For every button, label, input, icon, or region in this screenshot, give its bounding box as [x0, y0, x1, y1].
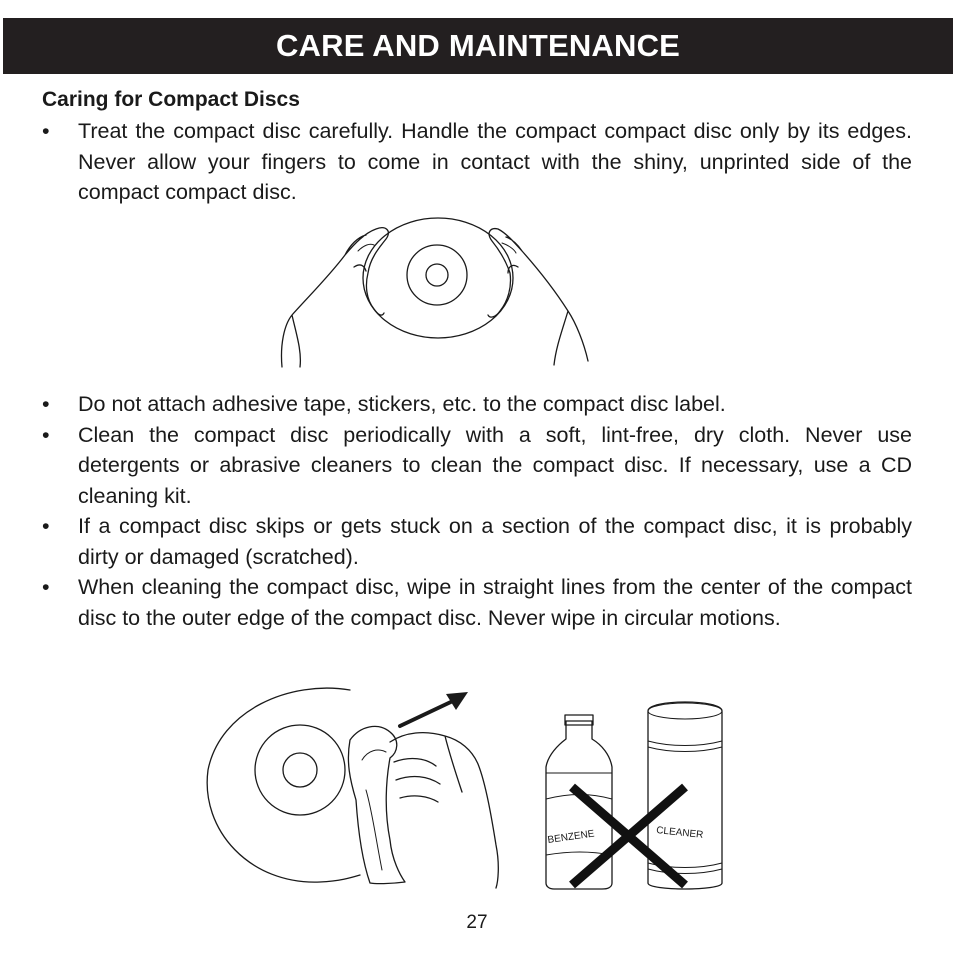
right-hand: [488, 229, 588, 365]
disc-label-ring: [255, 725, 345, 815]
cleaner-label: CLEANER: [655, 825, 704, 841]
list-item-text: When cleaning the compact disc, wipe in straight lines from the center of the compact disc to the outer edge of the compact disc. Never wipe in circular motions.: [78, 575, 912, 630]
list-item-text: If a compact disc skips or gets stuck on a section of the compact disc, it is probably dirty or damaged (scratched).: [78, 514, 912, 569]
disc-outer: [363, 218, 513, 338]
disc-label-ring: [407, 245, 467, 305]
page-number: 27: [466, 912, 488, 933]
bullet-icon: •: [42, 392, 50, 416]
page-title: CARE AND MAINTENANCE: [275, 28, 681, 63]
list-item: [42, 572, 912, 633]
bullet-icon: •: [42, 422, 50, 447]
bullet-icon: •: [42, 119, 50, 143]
bullet-icon: •: [42, 575, 50, 599]
list-item: [42, 116, 912, 208]
wipe-direction-arrow: [400, 700, 455, 726]
bullet-icon: •: [42, 514, 50, 538]
list-item: [42, 389, 912, 420]
prohibited-cleaners-illustration: [540, 695, 730, 895]
bullet-list-top: [42, 116, 912, 208]
disc-hole: [283, 753, 317, 787]
list-item: [42, 420, 912, 512]
disc-hole: [426, 264, 448, 286]
header-bar: [3, 18, 953, 74]
bottle-cap: [565, 715, 593, 725]
wiping-disc-illustration: [200, 670, 510, 890]
list-item-text: Clean the compact disc periodically with a soft, lint-free, dry cloth. Never use detergents or abrasive cleaners to clean the compact disc. If necessary, use a CD cleaning kit.: [78, 422, 912, 508]
wiping-hand: [390, 733, 498, 888]
list-item: [42, 511, 912, 572]
disc-outer: [207, 688, 360, 882]
hands-holding-disc-illustration: [270, 215, 600, 375]
bullet-list-bottom: [42, 389, 912, 633]
benzene-label: BENZENE: [546, 828, 596, 846]
section-title: Caring for Compact Discs: [42, 88, 300, 111]
list-item-text: Treat the compact disc carefully. Handle the compact compact disc only by its edges. Never allow your fingers to come in contact with the shiny, unprinted side of the compact compact disc.: [78, 119, 912, 204]
list-item-text: Do not attach adhesive tape, stickers, etc. to the compact disc label.: [78, 392, 726, 416]
